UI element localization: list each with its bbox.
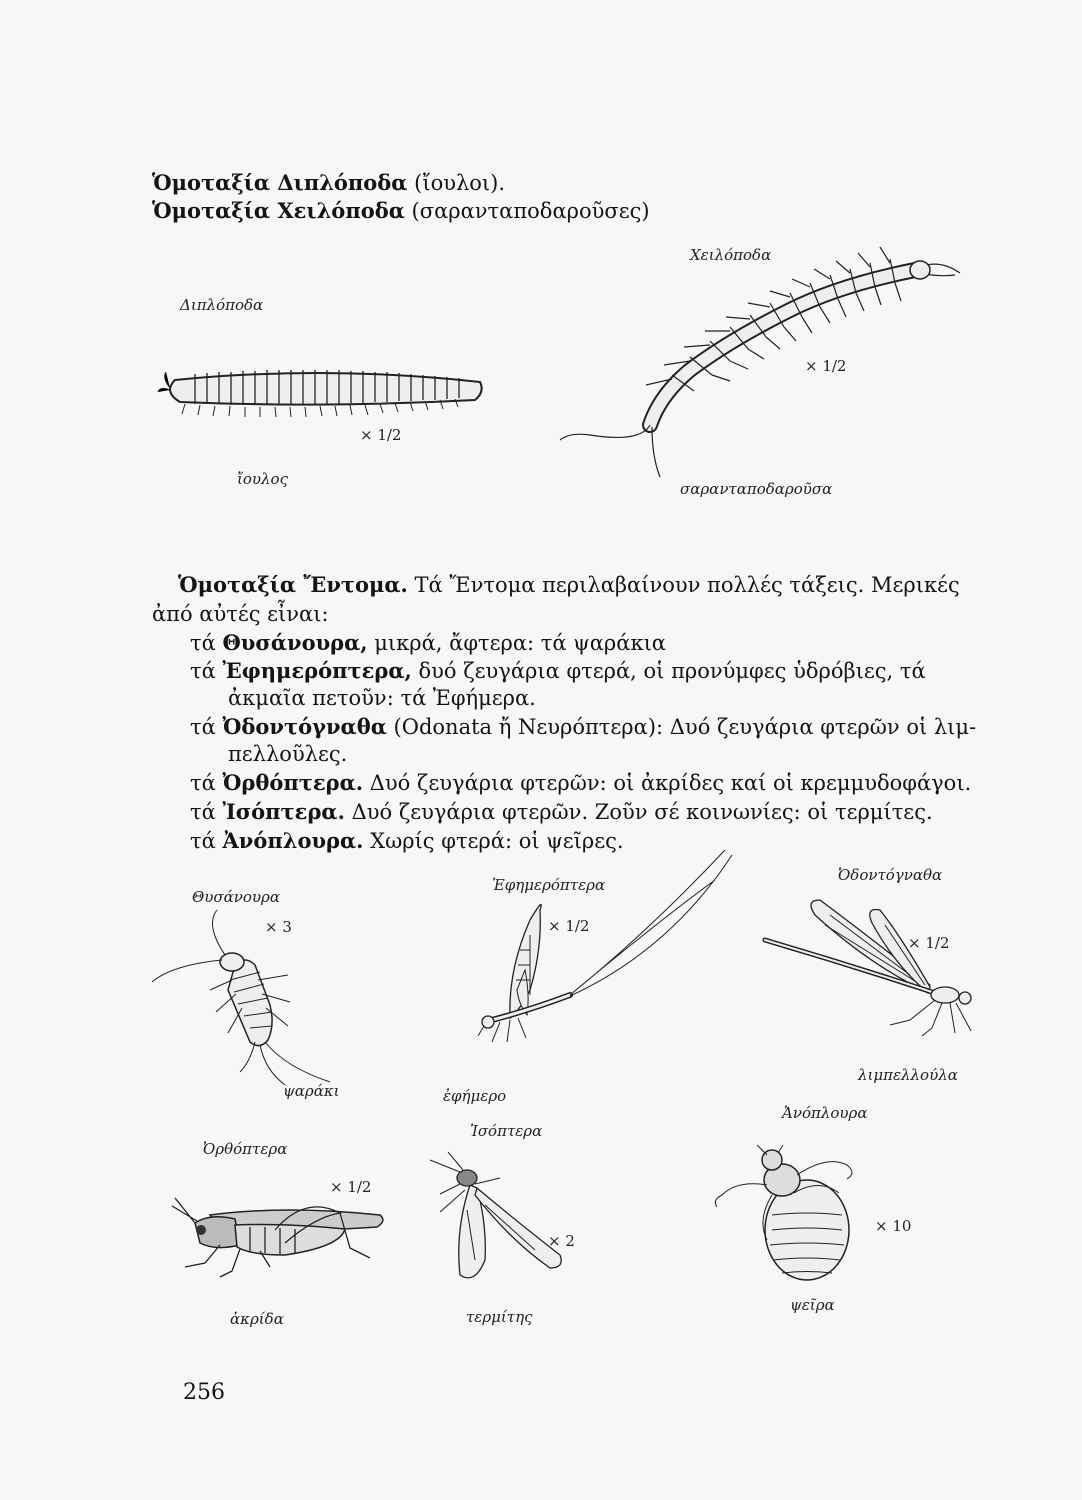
orthoptera-caption: ἀκρίδα — [230, 1310, 284, 1328]
anoplura-caption: ψεῖρα — [790, 1296, 835, 1314]
ephemeroptera-scale: × 1/2 — [548, 917, 590, 935]
anoplura-label: Ἀνόπλουρα — [782, 1104, 868, 1122]
thysanoura-caption: ψαράκι — [283, 1082, 340, 1100]
orthoptera-label: Ὀρθόπτερα — [203, 1140, 288, 1158]
page-number: 256 — [183, 1380, 225, 1405]
mayfly-illustration — [470, 840, 740, 1080]
heading-diplopoda: Ὁμοταξία Διπλόποδα (ἴουλοι). — [152, 170, 506, 195]
termite-illustration — [415, 1150, 575, 1300]
isoptera-scale: × 2 — [548, 1232, 575, 1250]
silverfish-illustration — [150, 910, 350, 1090]
centipede-illustration — [560, 245, 970, 485]
ephemeroptera-label: Ἐφημερόπτερα — [492, 876, 606, 894]
heading-insecta: Ὁμοταξία Ἔντομα. Τά Ἔντομα περιλαβαίνουν πολλές τάξεις. Μερικές — [178, 572, 960, 597]
item-isoptera: τά Ἰσόπτερα. Δυό ζευγάρια φτερῶν. Ζοῦν σέ κοινωνίες: οἱ τερμίτες. — [190, 799, 933, 824]
heading-insecta-cont: ἀπό αὐτές εἶναι: — [152, 602, 329, 626]
item-odonata-cont: πελλοῦλες. — [228, 742, 348, 766]
chilopoda-label: Χειλόποδα — [690, 246, 772, 264]
item-anoplura: τά Ἀνόπλουρα. Χωρίς φτερά: οἱ ψεῖρες. — [190, 828, 624, 853]
item-ephemeroptera-cont: ἀκμαῖα πετοῦν: τά Ἐφήμερα. — [228, 686, 536, 710]
dragonfly-illustration — [760, 895, 990, 1045]
isoptera-caption: τερμίτης — [466, 1308, 533, 1326]
thysanoura-label: Θυσάνουρα — [192, 888, 281, 906]
millipede-illustration — [155, 360, 495, 420]
millipede-caption: ἴουλος — [237, 470, 288, 488]
item-odonata: τά Ὀδοντόγναθα (Odonata ἤ Νευρόπτερα): Δυό ζευγάρια φτερῶν οἱ λιμ- — [190, 714, 977, 739]
item-orthoptera: τά Ὀρθόπτερα. Δυό ζευγάρια φτερῶν: οἱ ἀκρίδες καί οἱ κρεμμυδοφάγοι. — [190, 770, 972, 795]
centipede-caption: σαρανταποδαροῦσα — [680, 480, 833, 498]
ephemeroptera-caption: ἐφήμερο — [443, 1087, 507, 1105]
centipede-scale: × 1/2 — [805, 357, 847, 375]
item-ephemeroptera: τά Ἐφημερόπτερα, δυό ζευγάρια φτερά, οἱ προνύμφες ὑδρόβιες, τά — [190, 658, 926, 683]
item-thysanoura: τά Θυσάνουρα, μικρά, ἄφτερα: τά ψαράκια — [190, 630, 666, 655]
millipede-scale: × 1/2 — [360, 426, 402, 444]
anoplura-scale: × 10 — [875, 1217, 912, 1235]
isoptera-label: Ἰσόπτερα — [470, 1122, 543, 1140]
odonata-scale: × 1/2 — [908, 934, 950, 952]
heading-chilopoda: Ὁμοταξία Χειλόποδα (σαρανταποδαροῦσες) — [152, 198, 650, 223]
thysanoura-scale: × 3 — [265, 918, 292, 936]
louse-illustration — [712, 1145, 892, 1295]
diplopoda-label: Διπλόποδα — [180, 296, 264, 314]
grasshopper-illustration — [165, 1185, 395, 1295]
odonata-label: Ὀδοντόγναθα — [838, 866, 943, 884]
odonata-caption: λιμπελλούλα — [858, 1066, 958, 1084]
orthoptera-scale: × 1/2 — [330, 1178, 372, 1196]
